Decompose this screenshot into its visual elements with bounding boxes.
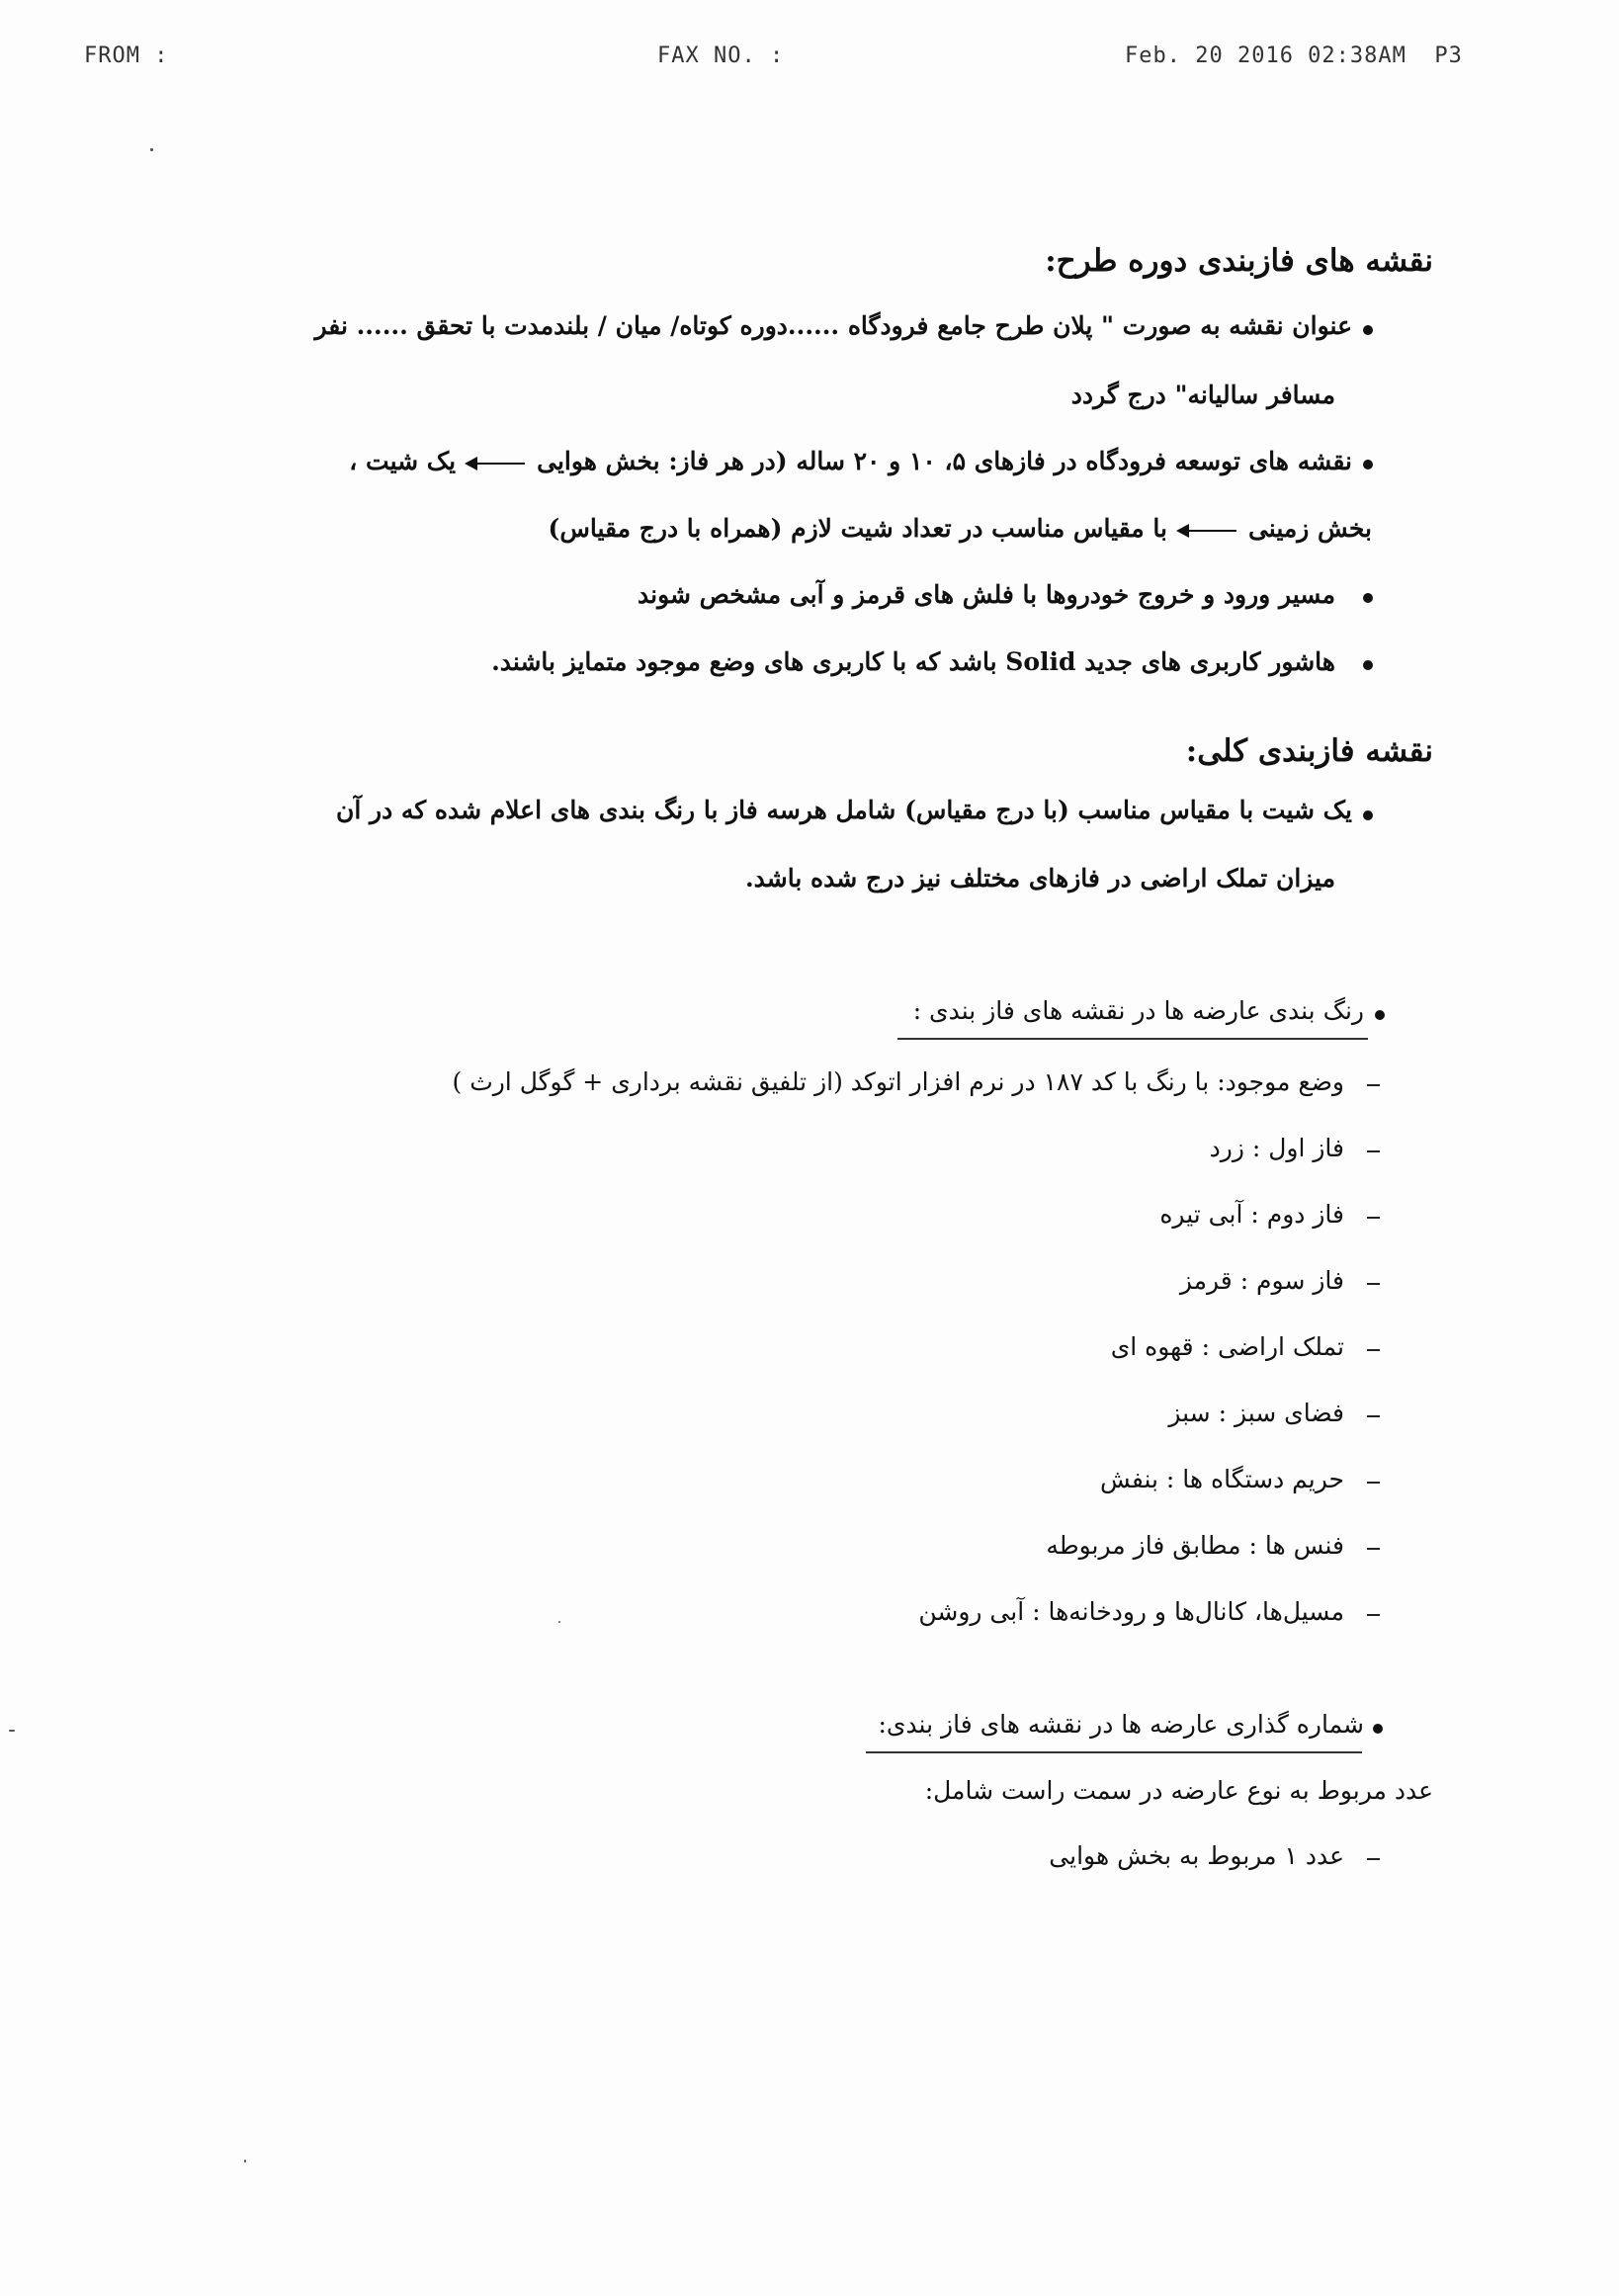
- color-item-phase2: فاز دوم : آبی تیره: [1159, 1200, 1344, 1229]
- dash-3-4: [1367, 1283, 1380, 1285]
- color-item-existing: وضع موجود: با رنگ با کد ۱۸۷ در نرم افزار اتوکد (از تلفیق نقشه برداری + گوگل ارث ): [452, 1067, 1344, 1096]
- scan-speck: [150, 148, 153, 151]
- dash-3-3: [1367, 1217, 1380, 1219]
- s1-b1-line1: عنوان نقشه به صورت " پلان طرح جامع فرودگاه ......دوره کوتاه/ میان / بلندمدت با تحقق ...... نفر: [314, 311, 1352, 340]
- bullet-2-1: [1363, 810, 1373, 820]
- color-item-phase1: فاز اول : زرد: [1209, 1134, 1344, 1162]
- number-item-1: عدد ۱ مربوط به بخش هوایی: [1049, 1841, 1344, 1870]
- arrow-icon: [1179, 530, 1236, 532]
- dash-3-5: [1367, 1349, 1380, 1351]
- fax-number: FAX NO. :: [657, 43, 785, 68]
- dash-3-9: [1367, 1614, 1380, 1616]
- section4-heading-underline: [866, 1751, 1362, 1753]
- s1-b4: هاشور کاربری های جدید Solid باشد که با کاربری های وضع موجود متمایز باشند.: [491, 647, 1335, 676]
- color-item-land: تملک اراضی : قهوه ای: [1110, 1332, 1344, 1361]
- s1-b2-sheet-text: یک شیت ،: [349, 447, 457, 475]
- section1-title: نقشه های فازبندی دوره طرح:: [1045, 243, 1433, 279]
- section3-heading-underline: [897, 1038, 1368, 1040]
- scan-speck: [244, 2160, 246, 2163]
- s2-b1-line1: یک شیت با مقیاس مناسب (با درج مقیاس) شامل هرسه فاز با رنگ بندی های اعلام شده که در آن: [335, 796, 1352, 824]
- color-item-fence: فنس ها : مطابق فاز مربوطه: [1046, 1531, 1344, 1560]
- fax-page-number: P3: [1434, 43, 1463, 68]
- fax-timestamp: Feb. 20 2016 02:38AM: [1125, 43, 1406, 68]
- s1-b1-line2: مسافر سالیانه" درج گردد: [1070, 381, 1335, 409]
- color-item-phase3: فاز سوم : قرمز: [1179, 1266, 1344, 1295]
- s1-b2-line2: [549, 514, 1372, 543]
- s1-b2-ground-text: بخش زمینی: [1247, 514, 1372, 543]
- section3-heading: رنگ بندی عارضه ها در نقشه های فاز بندی :: [912, 996, 1364, 1025]
- bullet-1-1: [1363, 325, 1373, 335]
- dash-3-8: [1367, 1548, 1380, 1550]
- color-item-buffer: حریم دستگاه ها : بنفش: [1099, 1465, 1344, 1493]
- section4-intro: عدد مربوط به نوع عارضه در سمت راست شامل:: [924, 1776, 1433, 1805]
- arrow-icon: [468, 463, 525, 465]
- color-item-green: فضای سبز : سبز: [1168, 1399, 1344, 1427]
- bullet-4: [1373, 1724, 1383, 1734]
- fax-from: FROM :: [84, 43, 169, 68]
- dash-4-1: [1367, 1858, 1380, 1860]
- dash-3-1: [1367, 1084, 1380, 1086]
- bullet-3: [1375, 1010, 1385, 1020]
- scan-speck: [558, 1621, 560, 1623]
- s1-b3: مسیر ورود و خروج خودروها با فلش های قرمز و آبی مشخص شوند: [638, 580, 1335, 609]
- bullet-1-2: [1363, 460, 1373, 469]
- bullet-1-3: [1363, 593, 1373, 603]
- dash-3-7: [1367, 1482, 1380, 1484]
- bullet-1-4: [1363, 660, 1373, 670]
- color-item-water: مسیل‌ها، کانال‌ها و رودخانه‌ها : آبی روشن: [918, 1597, 1344, 1626]
- s1-b2-scale-text: با مقیاس مناسب در تعداد شیت لازم (همراه با درج مقیاس): [548, 514, 1167, 543]
- scan-speck: [9, 1730, 15, 1732]
- section4-heading: شماره گذاری عارضه ها در نقشه های فاز بندی:: [878, 1710, 1364, 1739]
- s2-b1-line2: میزان تملک اراضی در فازهای مختلف نیز درج شده باشد.: [744, 864, 1335, 893]
- dash-3-2: [1367, 1150, 1380, 1152]
- dash-3-6: [1367, 1415, 1380, 1417]
- s1-b2-line1-text: نقشه های توسعه فرودگاه در فازهای ۵، ۱۰ و ۲۰ ساله (در هر فاز: بخش هوایی: [537, 447, 1352, 475]
- section2-title: نقشه فازبندی کلی:: [1185, 733, 1433, 769]
- s1-b2-line1: [349, 447, 1352, 475]
- fax-date: [1125, 43, 1463, 68]
